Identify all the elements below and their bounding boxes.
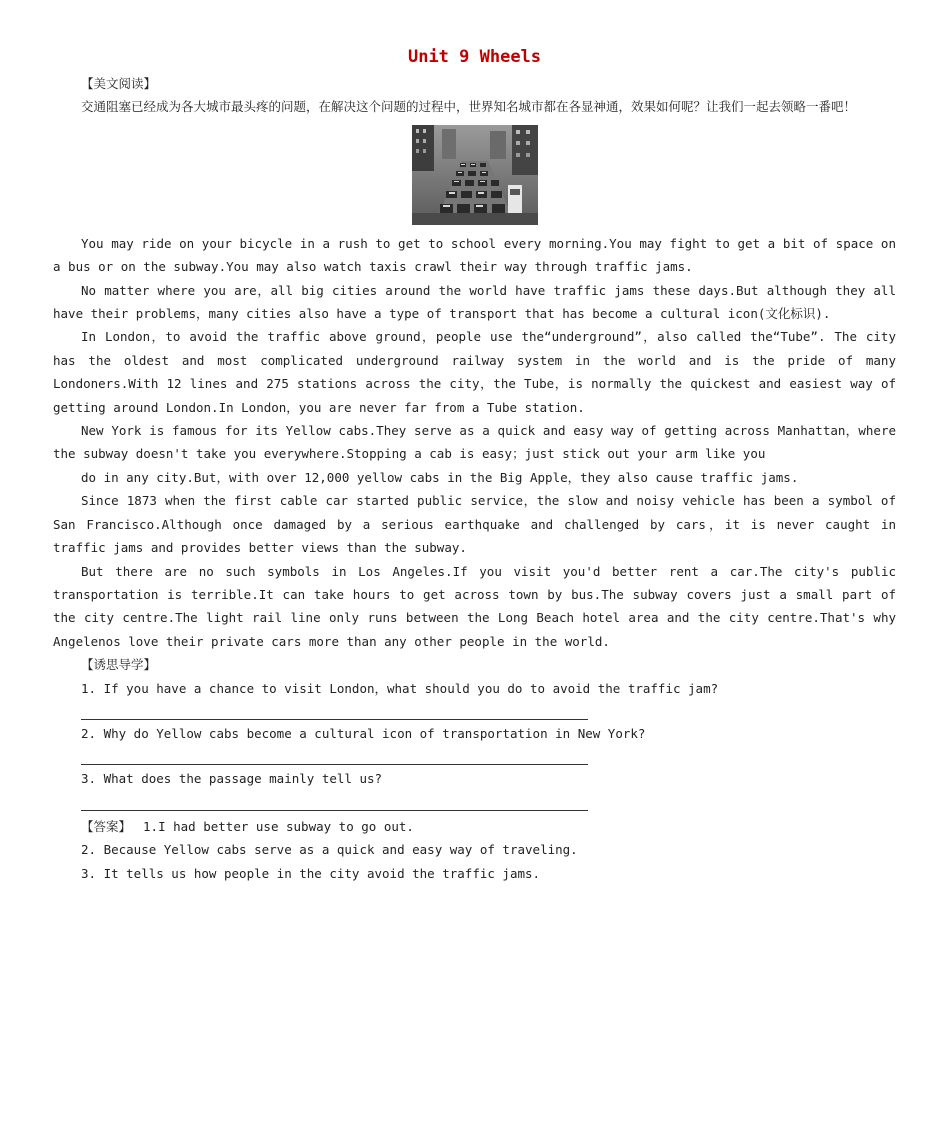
paragraph-5: Since 1873 when the first cable car started public service，the slow and noisy vehicle has been a symbol of San Francisco.Although once damaged by a serious earthquake and challenged by cars，it is never caught in traffic jams and provides better views than the subway. (53, 493, 896, 556)
photo-container (53, 119, 896, 232)
question-2: 2. Why do Yellow cabs become a cultural icon of transportation in New York? (81, 725, 646, 741)
question-3: 3. What does the passage mainly tell us? (81, 771, 383, 787)
unit-title: Unit 9 Wheels (407, 47, 542, 67)
document-page (53, 44, 896, 885)
answer-line-1[interactable] (81, 700, 588, 720)
answer-line-3[interactable] (81, 791, 588, 811)
question-1: 1. If you have a chance to visit London，what should you do to avoid the traffic jam? (81, 680, 719, 696)
intro-paragraph: 交通阻塞已经成为各大城市最头疼的问题，在解决这个问题的过程中，世界知名城市都在各显神通，效果如何呢？让我们一起去领略一番吧！ (81, 99, 857, 115)
traffic-jam-photo (412, 125, 538, 225)
answer-1: 1.I had better use subway to go out. (143, 818, 414, 834)
paragraph-6: But there are no such symbols in Los Angeles.If you visit you'd better rent a car.The city's public transportation is terrible.It can take hours to get across town by bus.The subway covers just a small part of the city centre.The light rail line only runs between the Long Beach hotel area and the city centre.That's why Angelenos love their private cars more than any other people in the world. (53, 563, 896, 649)
answer-2: 2. Because Yellow cabs serve as a quick and easy way of traveling. (81, 842, 578, 858)
answer-line-2[interactable] (81, 745, 588, 765)
reading-section-label: 【美文阅读】 (81, 76, 157, 91)
answer-row-1 (53, 815, 896, 838)
answer-3: 3. It tells us how people in the city avoid the traffic jams. (81, 865, 541, 881)
answers-label: 【答案】 (81, 818, 132, 834)
paragraph-1: You may ride on your bicycle in a rush to get to school every morning.You may fight to get a bit of space on a bus or on the subway.You may also watch taxis crawl their way through traffic jams. (53, 235, 896, 275)
paragraph-4-continued: do in any city.But，with over 12,000 yellow cabs in the Big Apple，they also cause traffic jams. (81, 469, 799, 485)
paragraph-4: New York is famous for its Yellow cabs.They serve as a quick and easy way of getting across Manhattan，where the subway doesn't take you everywhere.Stopping a cab is easy；just stick out your arm like you (53, 423, 896, 462)
paragraph-3: In London，to avoid the traffic above ground，people use the“underground”，also called the“Tube”. The city has the oldest and most complicated underground railway system in the world and is the pride of many Londoners.With 12 lines and 275 stations across the city，the Tube，is normally the quickest and easiest way of getting around London.In London，you are never far from a Tube station. (53, 329, 896, 415)
guide-section-label: 【诱思导学】 (81, 657, 157, 673)
paragraph-2: No matter where you are，all big cities around the world have traffic jams these days.But although they all have their problems，many cities also have a type of transport that has become a cultural icon(文化标识). (53, 282, 896, 322)
